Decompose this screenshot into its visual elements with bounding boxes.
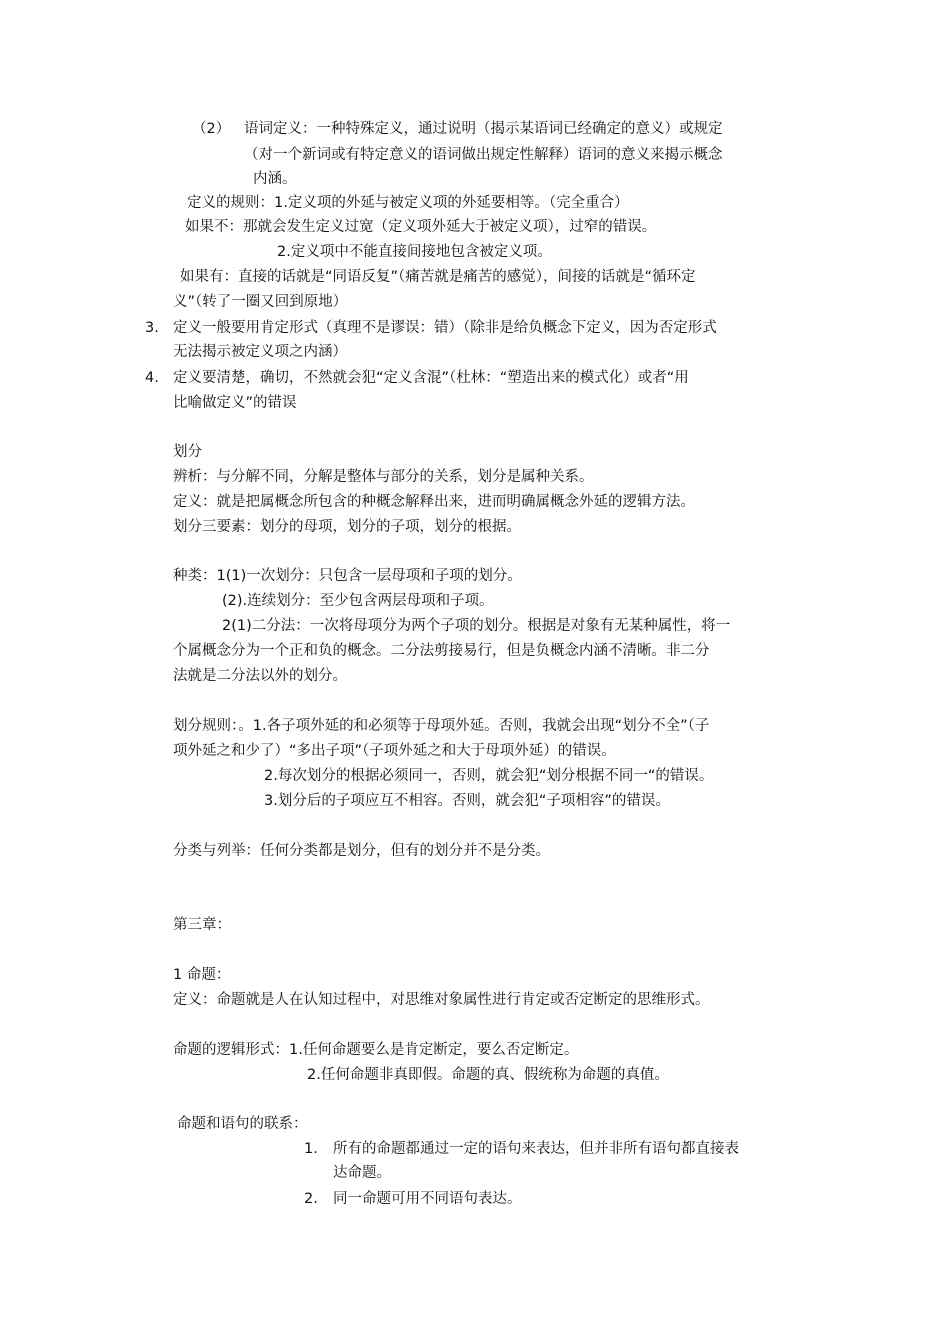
text-line: 同一命题可用不同语句表达。 (333, 1191, 522, 1207)
text-line: 2.任何命题非真即假。命题的真、假统称为命题的真值。 (307, 1067, 669, 1083)
text-line: 2.定义项中不能直接间接地包含被定义项。 (277, 244, 552, 260)
section-heading: 划分 (173, 444, 202, 460)
text-line: 种类：1(1)一次划分：只包含一层母项和子项的划分。 (173, 568, 522, 584)
text-line: 定义：就是把属概念所包含的种概念解释出来，进而明确属概念外延的逻辑方法。 (173, 494, 695, 510)
text-line: 比喻做定义”的错误 (173, 395, 297, 411)
text-line: 语词定义：一种特殊定义，通过说明（揭示某语词已经确定的意义）或规定 (244, 121, 723, 137)
text-line: 划分三要素：划分的母项，划分的子项，划分的根据。 (173, 519, 521, 535)
text-line: 3.划分后的子项应互不相容。否则，就会犯“子项相容”的错误。 (264, 793, 670, 809)
text-line: 所有的命题都通过一定的语句来表达，但并非所有语句都直接表 (333, 1141, 739, 1157)
text-line: 如果有：直接的话就是“同语反复”（痛苦就是痛苦的感觉），间接的话就是“循环定 (180, 269, 696, 285)
text-line: （对一个新词或有特定意义的语词做出规定性解释）语词的意义来揭示概念 (244, 147, 723, 163)
text-line: 分类与列举：任何分类都是划分，但有的划分并不是分类。 (173, 843, 550, 859)
text-line: 命题和语句的联系： (177, 1116, 308, 1132)
text-line: 定义要清楚，确切，不然就会犯“定义含混”（杜林：“塑造出来的模式化）或者“用 (173, 370, 689, 386)
text-line: 内涵。 (253, 171, 297, 187)
section-heading: 1 命题： (173, 967, 231, 983)
text-line: 命题的逻辑形式：1.任何命题要么是肯定断定，要么否定断定。 (173, 1042, 579, 1058)
list-number: （2） (192, 121, 231, 137)
text-line: 辨析：与分解不同，分解是整体与部分的关系，划分是属种关系。 (173, 469, 594, 485)
list-number: 1. (304, 1141, 318, 1157)
list-number: 3. (145, 320, 159, 336)
text-line: 2.每次划分的根据必须同一，否则，就会犯“划分根据不同一“的错误。 (264, 768, 714, 784)
text-line: 项外延之和少了）“多出子项”（子项外延之和大于母项外延）的错误。 (173, 743, 616, 759)
text-line: 达命题。 (333, 1165, 391, 1181)
text-line: 个属概念分为一个正和负的概念。二分法剪接易行，但是负概念内涵不清晰。非二分 (173, 643, 710, 659)
list-number: 4. (145, 370, 159, 386)
text-line: 义”（转了一圈又回到原地） (173, 294, 348, 310)
text-line: 2(1)二分法：一次将母项分为两个子项的划分。根据是对象有无某种属性，将一 (222, 618, 731, 634)
text-line: 定义的规则：1.定义项的外延与被定义项的外延要相等。（完全重合） (187, 195, 629, 211)
list-number: 2. (304, 1191, 318, 1207)
text-line: (2).连续划分：至少包含两层母项和子项。 (222, 593, 494, 609)
text-line: 划分规则：。1.各子项外延的和必须等于母项外延。否则，我就会出现“划分不全”（子 (173, 718, 710, 734)
chapter-heading: 第三章： (173, 917, 231, 933)
text-line: 法就是二分法以外的划分。 (173, 668, 347, 684)
text-line: 定义：命题就是人在认知过程中，对思维对象属性进行肯定或否定断定的思维形式。 (173, 992, 710, 1008)
text-line: 定义一般要用肯定形式（真理不是谬误：错）（除非是给负概念下定义，因为否定形式 (173, 320, 717, 336)
text-line: 无法揭示被定义项之内涵） (173, 344, 347, 360)
text-line: 如果不：那就会发生定义过宽（定义项外延大于被定义项），过窄的错误。 (185, 219, 657, 235)
